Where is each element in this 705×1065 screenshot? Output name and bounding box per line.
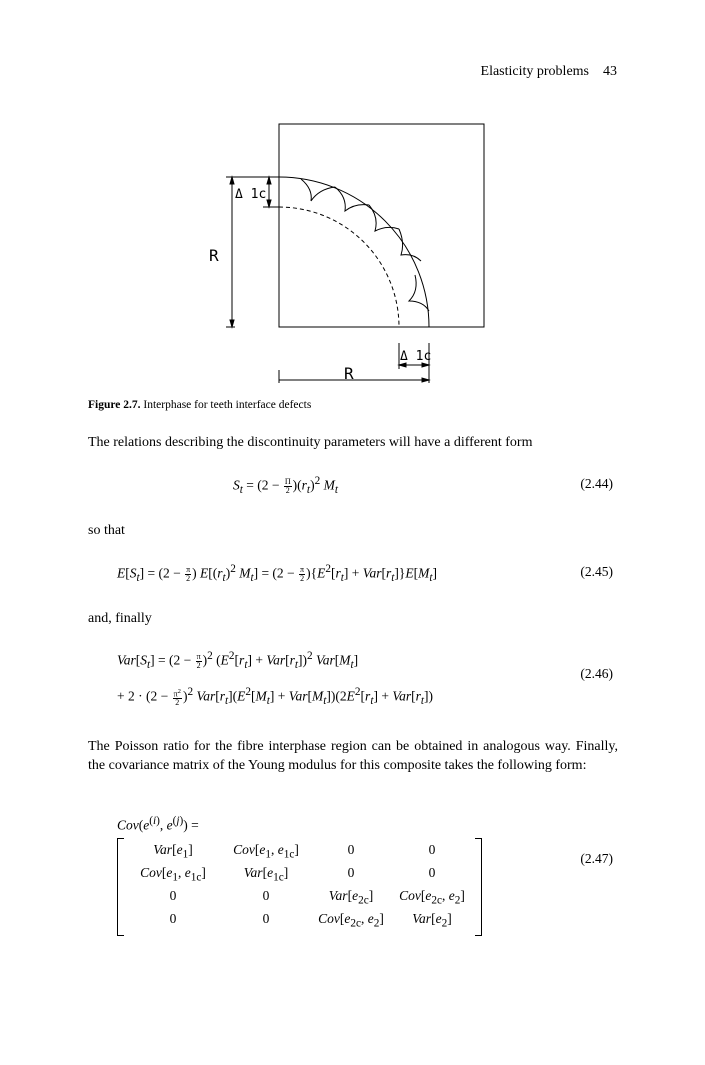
matrix-bracket-right	[475, 838, 482, 936]
paragraph-4: The Poisson ratio for the fibre interphase region can be obtained in analogous way. Finally, the covariance matrix of the Young modulus for this composite takes the following form:	[88, 739, 618, 773]
equation-2-46-line-1: $Var[S_t] = (2$ − $\frac{\pi}{2}$ )$^2$ $(E^2[r_t] + Var[r_t])^2$ $Var[M_t]$	[117, 650, 359, 672]
equation-2-46-line-2: + 2 · (2 − $\frac{\pi^2}{2}$ )$^2$ $Var[r_t](E^2[M_t] + Var[M_t])(2E^2[r_t] + Var[r_t])$	[117, 686, 433, 708]
tooth-4	[399, 229, 421, 261]
caption-text: Interphase for teeth interface defects	[140, 399, 312, 411]
matrix-cell-3-1: 0	[169, 888, 177, 903]
paragraph-2: so that	[88, 523, 125, 538]
dim-delta-top-arrow-b	[267, 200, 271, 207]
matrix-cell-1-2: $Cov[e_1$, $e_{1c}$]	[233, 842, 299, 861]
matrix-cell-3-4: $Cov[e_{2c}$, $e_2$]	[399, 888, 465, 907]
matrix-cell-1-4: 0	[428, 842, 436, 857]
equation-2-44: $S_t = (2$ − $\frac{\Pi}{2}$ )$(r_t)^2$ $M_t$	[233, 475, 338, 497]
matrix-cell-4-4: $Var[e_2]$	[412, 911, 452, 930]
matrix-cell-4-1: 0	[169, 911, 177, 926]
running-header: Elasticity problems 43	[480, 64, 617, 79]
matrix-cell-1-3: 0	[347, 842, 355, 857]
tooth-3	[369, 205, 399, 231]
figure-square	[279, 124, 484, 327]
matrix-cell-4-2: 0	[262, 911, 270, 926]
dim-delta-top-arrow-a	[267, 177, 271, 184]
figure-caption	[88, 399, 311, 411]
label-R-bottom: R	[344, 364, 354, 383]
dim-left-arrow-bottom	[230, 320, 234, 327]
covariance-matrix	[117, 838, 482, 934]
matrix-cell-2-4: 0	[428, 865, 436, 880]
dim-left-arrow-top	[230, 177, 234, 184]
matrix-cell-4-3: $Cov[e_{2c}$, $e_2$]	[318, 911, 384, 930]
matrix-cell-2-3: 0	[347, 865, 355, 880]
matrix-cell-3-2: 0	[262, 888, 270, 903]
equation-number-2-46: (2.46)	[580, 666, 613, 681]
matrix-bracket-left	[117, 838, 124, 936]
label-delta-bottom: Δ 1c	[400, 349, 432, 364]
tooth-2	[335, 187, 369, 211]
label-R-left: R	[209, 246, 219, 265]
equation-number-2-44: (2.44)	[580, 476, 613, 491]
equation-number-2-45: (2.45)	[580, 564, 613, 579]
paragraph-1: The relations describing the discontinuity parameters will have a different form	[88, 435, 533, 450]
paragraph-3: and, finally	[88, 611, 152, 626]
label-delta-top: Δ 1c	[235, 187, 267, 202]
matrix-cell-2-2: $Var[e_{1c}]$	[243, 865, 289, 884]
equation-2-45: $E[S_t] = (2$ − $\frac{\pi}{2}$ ) $E[(r_t)^2$ $M_t] = (2$ − $\frac{\pi}{2}$ )$\{E^2[r_t] + Var[r_t]\}E[M_t]$	[117, 563, 438, 585]
equation-number-2-47: (2.47)	[580, 851, 613, 866]
outer-arc	[279, 177, 429, 327]
matrix-cell-3-3: $Var[e_{2c}]$	[328, 888, 374, 907]
tooth-5	[409, 275, 429, 311]
caption-label: Figure 2.7.	[88, 399, 141, 411]
matrix-cell-1-1: $Var[e_1]$	[153, 842, 193, 861]
dim-bottom-arrow-right	[422, 378, 429, 382]
inner-dashed-arc	[279, 207, 399, 327]
matrix-cell-2-1: $Cov[e_1$, $e_{1c}$]	[140, 865, 206, 884]
equation-2-47-lhs: $Cov(e^{(i)}$, $e^{(j)}$) =	[117, 815, 199, 833]
interphase-figure	[195, 115, 500, 395]
